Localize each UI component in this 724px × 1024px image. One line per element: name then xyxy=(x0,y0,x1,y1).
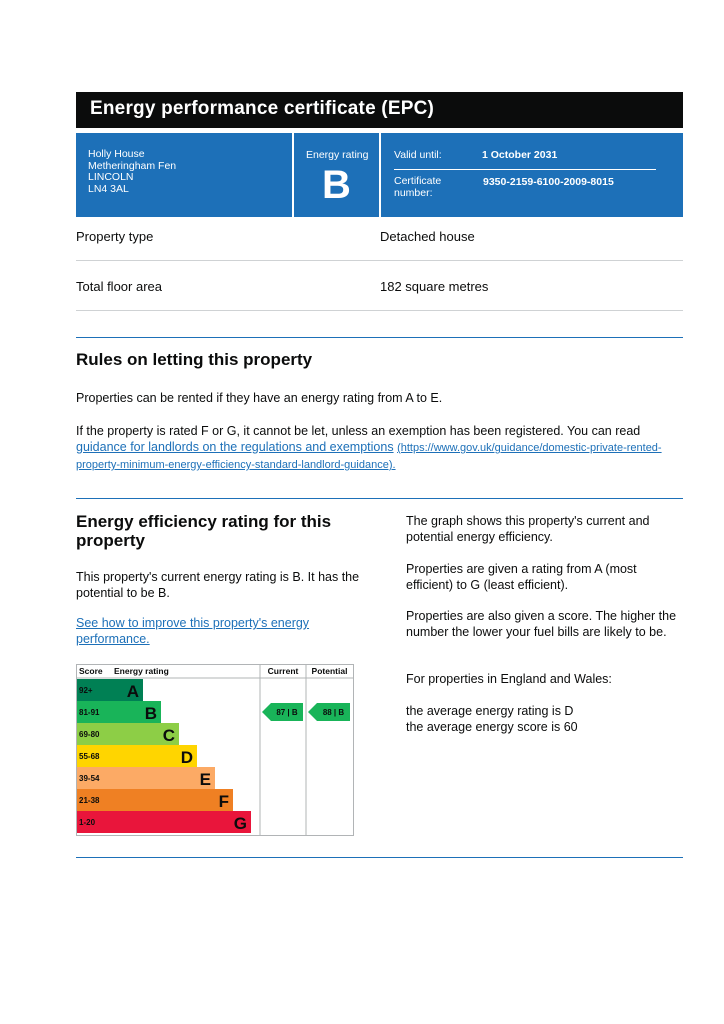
section-divider xyxy=(76,857,683,858)
section-divider xyxy=(76,337,683,338)
band-letter: C xyxy=(162,726,175,745)
address-line: Holly House xyxy=(88,148,145,160)
band-letter: D xyxy=(180,748,193,767)
property-type-label: Property type xyxy=(76,229,154,244)
divider xyxy=(76,260,683,261)
improve-performance-link[interactable]: See how to improve this property's energy performance. xyxy=(76,616,310,646)
band-score-label: 69-80 xyxy=(79,730,100,739)
rules-paragraph: Properties can be rented if they have an energy rating from A to E. xyxy=(76,391,443,405)
energy-rating-label: Energy rating xyxy=(306,149,369,161)
band-score-label: 81-91 xyxy=(79,708,100,717)
england-wales-text: For properties in England and Wales: xyxy=(406,672,612,686)
chart-header-potential: Potential xyxy=(311,666,348,676)
section-divider xyxy=(76,498,683,499)
band-score-label: 1-20 xyxy=(79,818,96,827)
landlord-guidance-link[interactable]: guidance for landlords on the regulations and exemptions xyxy=(76,440,394,454)
rating-explanation: Properties are given a rating from A (most efficient) to G (least efficient). xyxy=(406,562,637,592)
certificate-number-label: Certificate number: xyxy=(394,175,442,199)
divider xyxy=(379,133,381,217)
divider xyxy=(292,133,294,217)
band-score-label: 92+ xyxy=(79,686,93,695)
chart-header-rating: Energy rating xyxy=(114,666,169,676)
certificate-number: 9350-2159-6100-2009-8015 xyxy=(483,176,614,188)
band-score-label: 39-54 xyxy=(79,774,100,783)
title-bar xyxy=(76,92,683,128)
address-line: LINCOLN xyxy=(88,171,134,183)
address-line: Metheringham Fen xyxy=(88,159,177,172)
current-rating-text: This property's current energy rating is B. It has the potential to be B. xyxy=(76,570,360,600)
valid-until-label: Valid until: xyxy=(394,149,442,161)
landlord-guidance-url[interactable]: (https://www.gov.uk/guidance/domestic-private-rented-property-minimum-energy-efficiency-standard-landlord-guidance). xyxy=(76,442,662,471)
average-score-text: the average energy score is 60 xyxy=(406,720,578,734)
graph-explanation: The graph shows this property's current and potential energy efficiency. xyxy=(406,514,650,544)
divider xyxy=(76,310,683,311)
rules-exemption-paragraph: If the property is rated F or G, it cannot be let, unless an exemption has been registered. You can read guidance for landlords on the regulations and exemptions (https://www.gov.uk/guidance/domestic-private-rented-property-minimum-energy-efficiency-standard-landlord-guidance). xyxy=(76,424,662,471)
address-block xyxy=(88,149,176,195)
chart-header-current: Current xyxy=(267,666,299,676)
valid-until-date: 1 October 2031 xyxy=(482,149,558,161)
current-rating-label: 87 | B xyxy=(276,708,298,717)
efficiency-heading: Energy efficiency rating for this property xyxy=(76,512,332,550)
divider xyxy=(394,169,656,170)
energy-rating-chart-svg xyxy=(76,664,354,836)
page-title: Energy performance certificate (EPC) xyxy=(90,98,435,119)
rating-band-g xyxy=(77,811,251,833)
band-letter: G xyxy=(233,814,247,833)
rules-heading: Rules on letting this property xyxy=(76,350,313,369)
address-line: LN4 3AL xyxy=(88,182,129,195)
band-score-label: 21-38 xyxy=(79,796,100,805)
chart-header-score: Score xyxy=(79,666,103,676)
score-explanation: Properties are also given a score. The higher the number the lower your fuel bills are likely to be. xyxy=(406,609,677,639)
rating-band-f xyxy=(77,789,233,811)
band-letter: F xyxy=(218,792,229,811)
floor-area-value: 182 square metres xyxy=(380,279,489,294)
energy-rating-letter: B xyxy=(322,163,351,207)
band-letter: E xyxy=(199,770,211,789)
average-rating-text: the average energy rating is D xyxy=(406,704,574,718)
band-score-label: 55-68 xyxy=(79,752,100,761)
property-type-value: Detached house xyxy=(380,229,475,244)
band-letter: B xyxy=(144,704,157,723)
energy-rating-chart xyxy=(76,664,354,836)
property-summary-panel xyxy=(76,133,683,217)
band-letter: A xyxy=(126,682,139,701)
floor-area-label: Total floor area xyxy=(76,279,162,294)
potential-rating-label: 88 | B xyxy=(322,708,345,717)
